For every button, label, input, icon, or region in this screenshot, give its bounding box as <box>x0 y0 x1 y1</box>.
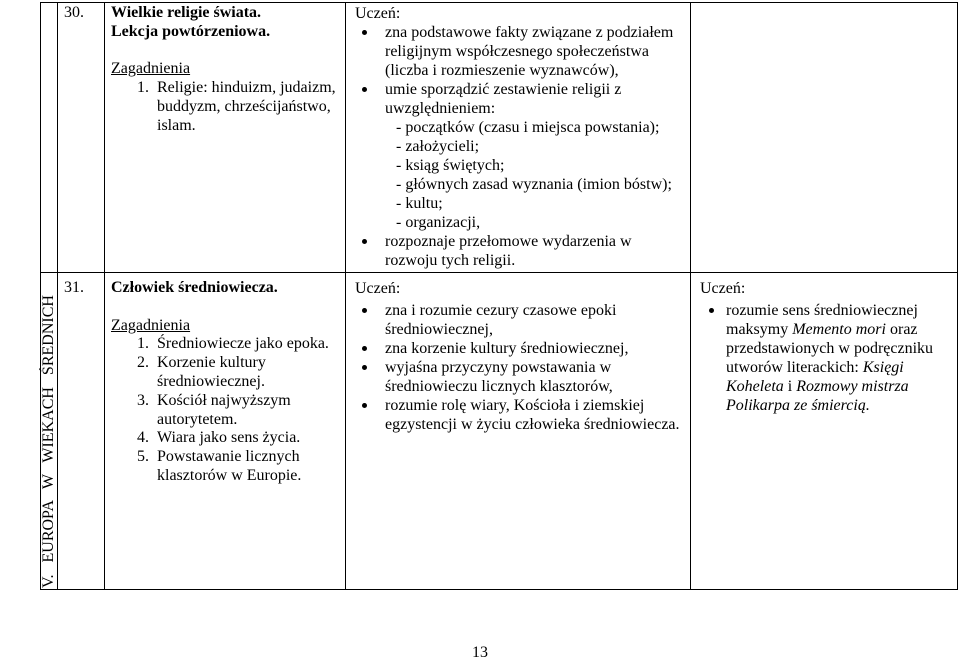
requirement-text: przedstawionych w podręczniku <box>726 340 934 357</box>
topic-item <box>111 79 345 135</box>
requirement-text: i <box>783 378 797 395</box>
page-number: 13 <box>472 644 488 661</box>
requirement-item <box>385 23 690 80</box>
requirement-item <box>385 232 690 270</box>
requirement-line: rozwoju tych religii. <box>385 252 516 269</box>
basic-requirements-cell <box>345 3 690 272</box>
topic-number: 4. <box>137 429 149 447</box>
requirement-item <box>726 301 957 415</box>
topic-line: Wiara jako sens życia. <box>157 429 301 447</box>
requirement-text: oraz <box>885 321 918 338</box>
lesson-topic-cell <box>104 3 345 272</box>
topic-number: 1. <box>137 79 149 97</box>
requirement-text: utworów literackich: <box>726 359 863 376</box>
requirement-line <box>726 301 957 320</box>
lesson-topic-cell <box>104 273 345 589</box>
requirement-subline: - organizacji, <box>396 214 481 231</box>
requirement-subline: - początków (czasu i miejsca powstania); <box>396 119 660 136</box>
lesson-number-cell <box>57 273 104 589</box>
requirement-line: umie sporządzić zestawienie religii z <box>385 81 622 98</box>
requirements-heading: Uczeń: <box>700 280 746 297</box>
topic-number: 3. <box>137 391 149 409</box>
requirement-line <box>726 339 957 358</box>
requirement-text: maksymy <box>726 321 793 338</box>
requirement-line <box>726 396 957 415</box>
section-label: V. EUROPA W WIEKACH ŚREDNICH <box>40 295 57 588</box>
requirement-line: religijnym współczesnego społeczeństwa <box>385 43 649 60</box>
topics-heading-line <box>111 60 345 79</box>
requirement-line <box>726 377 957 396</box>
requirement-line <box>726 320 957 339</box>
topic-item <box>111 392 345 430</box>
requirement-line <box>726 358 957 377</box>
lesson-title: Lekcja powtórzeniowa. <box>111 22 271 40</box>
lesson-title: Wielkie religie świata. <box>111 4 262 21</box>
lesson-number-cell <box>57 3 104 272</box>
requirement-line: średniowiecznej, <box>385 321 493 338</box>
requirement-line: zna podstawowe fakty związane z podziałem <box>385 24 674 41</box>
requirements-heading: Uczeń: <box>355 280 401 297</box>
requirement-line: rozpoznaje przełomowe wydarzenia w <box>385 233 632 250</box>
topic-line: Średniowiecze jako epoka. <box>157 335 329 353</box>
lesson-row-31 <box>40 272 958 590</box>
requirement-subline: - kultu; <box>396 195 443 212</box>
section-cell <box>40 273 57 589</box>
requirement-line: egzystencji w życiu człowieka średniowiecza. <box>385 416 680 433</box>
requirement-line: (liczba i rozmieszenie wyznawców), <box>385 62 619 79</box>
requirement-line: uwzględnieniem: <box>385 100 496 117</box>
requirement-item <box>385 396 690 434</box>
topic-line: autorytetem. <box>157 410 238 428</box>
requirement-line: rozumie rolę wiary, Kościoła i ziemskiej <box>385 397 645 414</box>
topic-line: średniowiecznej. <box>157 372 265 390</box>
spacer <box>111 42 345 61</box>
topic-line: buddyzm, chrześcijaństwo, <box>157 97 331 115</box>
requirement-line: wyjaśna przyczyny powstawania w <box>385 359 612 376</box>
topic-number: 5. <box>137 448 149 466</box>
extended-requirements-cell <box>690 3 958 272</box>
requirement-line: zna korzenie kultury średniowiecznej, <box>385 340 629 357</box>
requirement-item <box>385 301 690 339</box>
topic-number: 1. <box>137 335 149 353</box>
requirement-text: rozumie sens średniowiecznej <box>726 302 918 319</box>
spacer <box>111 298 345 317</box>
topic-item <box>111 429 345 448</box>
requirement-item <box>385 80 690 232</box>
basic-requirements-cell <box>345 273 690 589</box>
topic-item <box>111 335 345 354</box>
requirements-heading: Uczeń: <box>355 5 401 22</box>
work-title: Memento mori <box>792 321 886 338</box>
topic-number: 2. <box>137 354 149 372</box>
topic-line: Powstawanie licznych <box>157 448 300 466</box>
topic-line: Kościół najwyższym <box>157 391 291 409</box>
extended-requirements-cell <box>690 273 958 589</box>
lesson-row-30 <box>40 2 958 272</box>
work-title: Koheleta <box>726 378 784 395</box>
requirement-line: średniowieczu licznych klasztorów, <box>385 378 613 395</box>
requirement-subline: - założycieli; <box>396 138 480 155</box>
topics-heading-line <box>111 317 345 336</box>
topic-item <box>111 354 345 392</box>
requirement-subline: - ksiąg świętych; <box>396 157 505 174</box>
topic-line: Religie: hinduizm, judaizm, <box>157 79 336 97</box>
work-title: Księgi <box>862 359 904 376</box>
work-title: Rozmowy mistrza <box>796 378 909 395</box>
requirement-item <box>385 358 690 396</box>
lesson-number: 31. <box>64 279 84 296</box>
topics-heading: Zagadnienia <box>111 60 191 78</box>
topic-line: Korzenie kultury <box>157 354 266 372</box>
topics-heading: Zagadnienia <box>111 316 191 334</box>
lesson-number: 30. <box>64 4 84 21</box>
work-title: Polikarpa ze śmiercią. <box>726 397 870 414</box>
topic-item <box>111 448 345 486</box>
requirement-item <box>385 339 690 358</box>
topic-line: klasztorów w Europie. <box>157 466 302 484</box>
requirement-subline: - głównych zasad wyznania (imion bóstw); <box>396 176 672 193</box>
lesson-title: Człowiek średniowiecza. <box>111 279 278 296</box>
requirement-line: zna i rozumie cezury czasowe epoki <box>385 302 617 319</box>
section-cell <box>40 3 57 272</box>
topic-line: islam. <box>157 116 196 134</box>
